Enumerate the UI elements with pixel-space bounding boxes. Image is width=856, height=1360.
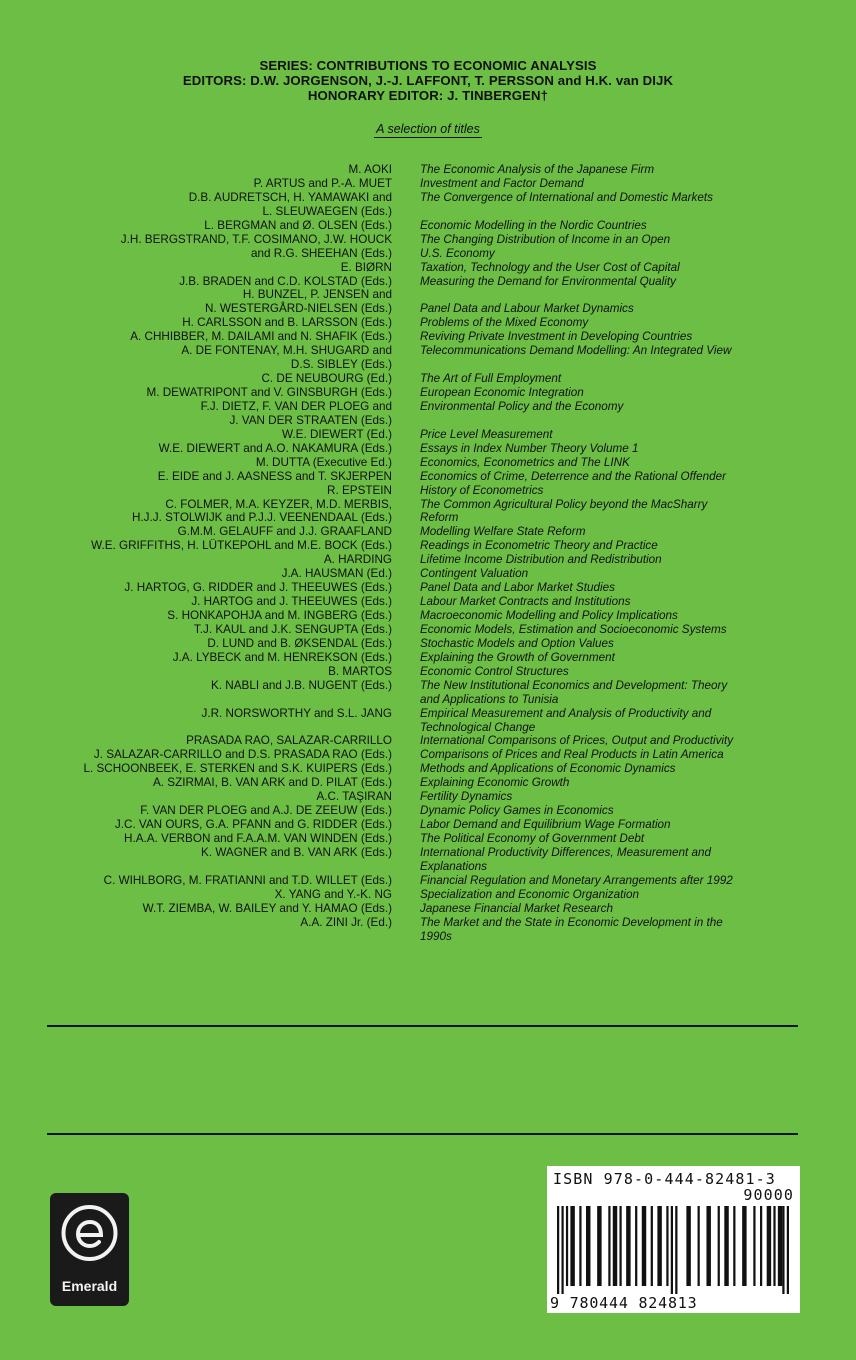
title-line: Measuring the Demand for Environmental Quality [420, 274, 676, 288]
barcode-bar [753, 1206, 755, 1286]
title-line: Specialization and Economic Organization [420, 887, 639, 901]
title-line: Reform [420, 511, 459, 525]
barcode-bar [570, 1206, 574, 1286]
author-line: E. BIØRN [340, 260, 392, 274]
author-line: A.C. TAŞIRAN [316, 790, 392, 804]
title-line: 1990s [420, 929, 452, 943]
title-name [420, 609, 678, 623]
author-line: A. DE FONTENAY, M.H. SHUGARD and [181, 344, 392, 358]
title-entry [0, 762, 856, 776]
title-line: History of Econometrics [420, 483, 544, 497]
title-line: Economic Models, Estimation and Socioeconomic Systems [420, 622, 727, 636]
title-line: The Changing Distribution of Income in an Open [420, 232, 671, 246]
title-authors [0, 902, 392, 916]
title-name [420, 233, 670, 261]
author-line: PRASADA RAO, SALAZAR-CARRILLO [186, 734, 392, 748]
author-line: B. MARTOS [328, 664, 392, 678]
title-line: Explaining Economic Growth [420, 776, 570, 790]
title-entry [0, 623, 856, 637]
author-line: C. FOLMER, M.A. KEYZER, M.D. MERBIS, [165, 497, 392, 511]
title-line [420, 288, 634, 302]
title-name [420, 456, 630, 470]
author-line [0, 721, 392, 735]
author-line: W.E. DIEWERT (Ed.) [282, 427, 392, 441]
barcode-bar [557, 1206, 559, 1294]
title-line: U.S. Economy [420, 246, 495, 260]
title-name [420, 734, 733, 748]
title-line: The Convergence of International and Domestic Markets [420, 190, 713, 204]
isbn-barcode [547, 1166, 800, 1313]
title-name [420, 762, 676, 776]
selection-label: A selection of titles [376, 122, 480, 136]
author-line: L. SLEUWAEGEN (Eds.) [262, 204, 392, 218]
title-name [420, 219, 647, 233]
title-name [420, 163, 654, 177]
author-line: X. YANG and Y.-K. NG [274, 887, 392, 901]
barcode-bar [586, 1206, 590, 1286]
title-authors [0, 595, 392, 609]
title-authors [0, 316, 392, 330]
title-line [420, 414, 623, 428]
title-entry [0, 498, 856, 526]
barcode-bar [566, 1206, 568, 1286]
title-authors [0, 748, 392, 762]
author-line: K. WAGNER and B. VAN ARK (Eds.) [201, 845, 392, 859]
author-line: D. LUND and B. ØKSENDAL (Eds.) [207, 636, 392, 650]
author-line: L. BERGMAN and Ø. OLSEN (Eds.) [204, 218, 392, 232]
title-name [420, 525, 585, 539]
title-name [420, 484, 543, 498]
title-entry [0, 553, 856, 567]
series-header [0, 58, 856, 103]
title-authors [0, 219, 392, 233]
barcode-bar [671, 1206, 673, 1294]
title-authors [0, 665, 392, 679]
author-line: E. EIDE and J. AASNESS and T. SKJERPEN [157, 469, 392, 483]
title-name [420, 442, 638, 456]
publisher-name: Emerald [61, 1278, 118, 1294]
title-line: Economic Modelling in the Nordic Countries [420, 218, 647, 232]
title-authors [0, 776, 392, 790]
title-name [420, 888, 639, 902]
title-name [420, 470, 726, 484]
barcode-bar [608, 1206, 610, 1286]
title-entry [0, 846, 856, 874]
author-line: J. HARTOG, G. RIDDER and J. THEEUWES (Eds.) [124, 581, 392, 595]
author-line: M. DEWATRIPONT and V. GINSBURGH (Eds.) [146, 386, 392, 399]
isbn-label: ISBN 978-0-444-82481-3 [553, 1170, 776, 1188]
title-name [420, 790, 512, 804]
title-authors [0, 261, 392, 275]
series-title: SERIES: CONTRIBUTIONS TO ECONOMIC ANALYSIS [259, 58, 597, 73]
title-name [420, 316, 588, 330]
title-line: Dynamic Policy Games in Economics [420, 804, 614, 818]
title-authors [0, 525, 392, 539]
title-name [420, 832, 644, 846]
title-name [420, 846, 711, 874]
title-entry [0, 330, 856, 344]
title-line: European Economic Integration [420, 386, 584, 399]
title-name [420, 874, 733, 888]
title-entry [0, 790, 856, 804]
author-line: H.J.J. STOLWIJK and P.J.J. VEENENDAAL (Eds.) [131, 511, 392, 525]
title-authors [0, 442, 392, 456]
title-entry [0, 344, 856, 372]
title-authors [0, 916, 392, 944]
author-line: F.J. DIETZ, F. VAN DER PLOEG and [200, 399, 392, 413]
title-entry [0, 539, 856, 553]
author-line: J. HARTOG and J. THEEUWES (Eds.) [191, 595, 392, 609]
barcode-bar [635, 1206, 637, 1286]
title-name [420, 372, 561, 386]
title-entry [0, 707, 856, 735]
title-name [420, 553, 662, 567]
title-entry [0, 637, 856, 651]
title-authors [0, 539, 392, 553]
barcode-bar [626, 1206, 630, 1286]
author-line: A. HARDING [323, 553, 392, 567]
author-line: W.T. ZIEMBA, W. BAILEY and Y. HAMAO (Eds.) [142, 901, 392, 915]
title-line [420, 358, 731, 372]
author-line: C. DE NEUBOURG (Ed.) [261, 372, 392, 386]
author-line: J. SALAZAR-CARRILLO and D.S. PRASADA RAO (Eds.) [93, 748, 392, 762]
title-name [420, 651, 615, 665]
title-entry [0, 832, 856, 846]
author-line: A. SZIRMAI, B. VAN ARK and D. PILAT (Eds.) [152, 776, 392, 790]
title-line: Modelling Welfare State Reform [420, 525, 586, 539]
title-line: Japanese Financial Market Research [420, 901, 613, 915]
author-line: D.B. AUDRETSCH, H. YAMAWAKI and [188, 190, 392, 204]
title-entry [0, 804, 856, 818]
title-entry [0, 567, 856, 581]
title-line [420, 205, 713, 219]
price-addon: 90000 [743, 1186, 794, 1204]
title-authors [0, 567, 392, 581]
title-entry [0, 776, 856, 790]
title-name [420, 581, 615, 595]
author-line: F. VAN DER PLOEG and A.J. DE ZEEUW (Eds.) [140, 804, 392, 818]
author-line: J.C. VAN OURS, G.A. PFANN and G. RIDDER (Eds.) [114, 818, 392, 832]
title-line: The Economic Analysis of the Japanese Firm [420, 163, 655, 176]
barcode-bar [657, 1206, 661, 1286]
title-line: Panel Data and Labour Market Dynamics [420, 302, 634, 316]
title-name [420, 707, 711, 735]
title-authors [0, 275, 392, 289]
author-line: L. SCHOONBEEK, E. STERKEN and S.K. KUIPERS (Eds.) [83, 762, 392, 776]
author-line: K. NABLI and J.B. NUGENT (Eds.) [211, 678, 392, 692]
title-name [420, 288, 634, 316]
author-line: A.A. ZINI Jr. (Ed.) [300, 915, 392, 929]
title-entry [0, 372, 856, 386]
title-authors [0, 637, 392, 651]
title-name [420, 191, 713, 219]
title-authors [0, 163, 392, 177]
title-entry [0, 177, 856, 191]
title-authors [0, 790, 392, 804]
title-entry [0, 428, 856, 442]
title-entry [0, 484, 856, 498]
title-authors [0, 372, 392, 386]
title-name [420, 275, 676, 289]
title-authors [0, 344, 392, 372]
title-entry [0, 679, 856, 707]
barcode-bar [651, 1206, 653, 1286]
title-authors [0, 484, 392, 498]
title-line: Investment and Factor Demand [420, 176, 584, 190]
title-authors [0, 191, 392, 219]
emerald-e-logo-icon [59, 1201, 120, 1265]
title-name [420, 177, 584, 191]
title-line: The Art of Full Employment [420, 372, 562, 386]
author-line: S. HONKAPOHJA and M. INGBERG (Eds.) [167, 609, 392, 622]
author-line: M. DUTTA (Executive Ed.) [255, 455, 392, 469]
author-line [0, 693, 392, 707]
title-authors [0, 233, 392, 261]
title-authors [0, 428, 392, 442]
author-line: A. CHHIBBER, M. DAILAMI and N. SHAFIK (Eds.) [130, 330, 392, 344]
barcode-bar [706, 1206, 710, 1286]
title-name [420, 679, 727, 707]
title-line: and Applications to Tunisia [420, 692, 559, 706]
title-name [420, 804, 614, 818]
barcode-bar [767, 1206, 771, 1286]
title-name [420, 400, 623, 428]
title-line: Stochastic Models and Option Values [420, 636, 614, 650]
title-authors [0, 804, 392, 818]
title-name [420, 776, 569, 790]
title-name [420, 916, 723, 944]
title-line: Essays in Index Number Theory Volume 1 [420, 441, 639, 455]
title-line: Reviving Private Investment in Developing Countries [420, 330, 693, 344]
title-name [420, 665, 569, 679]
title-authors [0, 818, 392, 832]
title-line: Readings in Econometric Theory and Practice [420, 539, 658, 553]
title-name [420, 428, 553, 442]
title-entry [0, 442, 856, 456]
title-authors [0, 288, 392, 316]
barcode-bar [597, 1206, 601, 1286]
author-line: J.H. BERGSTRAND, T.F. COSIMANO, J.W. HOUCK [120, 232, 392, 246]
author-line: H. CARLSSON and B. LARSSON (Eds.) [182, 316, 392, 330]
title-line: Contingent Valuation [420, 567, 529, 581]
title-entry [0, 651, 856, 665]
barcode-bar [642, 1206, 646, 1286]
title-entry [0, 288, 856, 316]
title-authors [0, 456, 392, 470]
title-line: International Comparisons of Prices, Output and Productivity [420, 734, 734, 748]
title-authors [0, 762, 392, 776]
title-line: Empirical Measurement and Analysis of Productivity and [420, 706, 712, 720]
author-line: J.A. LYBECK and M. HENREKSON (Eds.) [172, 650, 392, 664]
title-entry [0, 818, 856, 832]
author-line [0, 930, 392, 944]
author-line: J.A. HAUSMAN (Ed.) [281, 567, 392, 581]
horizontal-rule-bottom [47, 1133, 798, 1135]
barcode-bar [760, 1206, 762, 1286]
title-entry [0, 888, 856, 902]
title-name [420, 261, 680, 275]
title-line: International Productivity Differences, Measurement and [420, 845, 712, 859]
barcode-bar [698, 1206, 700, 1286]
barcode-bar [778, 1206, 782, 1286]
title-name [420, 623, 727, 637]
title-entry [0, 916, 856, 944]
title-name [420, 637, 614, 651]
title-entry [0, 386, 856, 400]
title-line: Fertility Dynamics [420, 790, 513, 804]
title-line: Methods and Applications of Economic Dynamics [420, 762, 676, 776]
title-authors [0, 888, 392, 902]
title-entry [0, 470, 856, 484]
title-entry [0, 163, 856, 177]
title-line: Financial Regulation and Monetary Arrangements after 1992 [420, 873, 733, 887]
author-line [0, 860, 392, 874]
title-name [420, 595, 630, 609]
barcode-bar [613, 1206, 617, 1286]
author-line: H.A.A. VERBON and F.A.A.M. VAN WINDEN (Eds.) [124, 832, 392, 845]
author-line: J.R. NORSWORTHY and S.L. JANG [201, 706, 392, 720]
title-name [420, 567, 528, 581]
barcode-digits: 9 780444 824813 [550, 1294, 701, 1312]
title-entry [0, 902, 856, 916]
title-line: Economics, Econometrics and The LINK [420, 455, 630, 469]
barcode-bar [675, 1206, 677, 1294]
title-authors [0, 400, 392, 428]
author-line: G.M.M. GELAUFF and J.J. GRAAFLAND [177, 525, 392, 539]
author-line: T.J. KAUL and J.K. SENGUPTA (Eds.) [193, 622, 392, 636]
title-line: Explaining the Growth of Government [420, 650, 615, 664]
title-entry [0, 261, 856, 275]
title-line: Labor Demand and Equilibrium Wage Formation [420, 818, 671, 832]
barcode-bar [666, 1206, 668, 1286]
title-entry [0, 874, 856, 888]
barcode-bar [686, 1206, 690, 1286]
title-name [420, 818, 671, 832]
title-line: Environmental Policy and the Economy [420, 399, 624, 413]
title-line: Comparisons of Prices and Real Products in Latin America [420, 748, 724, 762]
title-line: Labour Market Contracts and Institutions [420, 595, 631, 609]
title-name [420, 386, 584, 400]
title-authors [0, 623, 392, 637]
title-authors [0, 832, 392, 846]
title-authors [0, 581, 392, 595]
author-line: N. WESTERGÅRD-NIELSEN (Eds.) [204, 302, 392, 316]
barcode-bar [724, 1206, 728, 1286]
barcode-bar [619, 1206, 621, 1286]
publisher-logo [50, 1193, 129, 1306]
author-line: P. ARTUS and P.-A. MUET [253, 176, 392, 190]
barcode-bar [782, 1206, 784, 1294]
title-line: Lifetime Income Distribution and Redistribution [420, 553, 662, 567]
author-line: J. VAN DER STRAATEN (Eds.) [229, 413, 392, 427]
title-line: Problems of the Mixed Economy [420, 316, 589, 330]
author-line: R. EPSTEIN [327, 483, 392, 497]
title-name [420, 498, 707, 526]
title-name [420, 330, 692, 344]
title-line: Economic Control Structures [420, 664, 569, 678]
series-editors: EDITORS: D.W. JORGENSON, J.-J. LAFFONT, T. PERSSON and H.K. van DIJK [182, 73, 674, 88]
horizontal-rule-top [47, 1025, 798, 1027]
barcode-bar [733, 1206, 735, 1286]
author-line: W.E. GRIFFITHS, H. LÜTKEPOHL and M.E. BOCK (Eds.) [91, 539, 392, 553]
author-line: and R.G. SHEEHAN (Eds.) [251, 246, 392, 260]
honorary-editor: HONORARY EDITOR: J. TINBERGEN† [307, 88, 549, 103]
barcode-bar [579, 1206, 581, 1286]
title-authors [0, 874, 392, 888]
title-authors [0, 498, 392, 526]
title-line: The New Institutional Economics and Development: Theory [420, 678, 728, 692]
title-authors [0, 734, 392, 748]
title-entry [0, 456, 856, 470]
selection-heading [0, 120, 856, 138]
author-line: W.E. DIEWERT and A.O. NAKAMURA (Eds.) [158, 441, 392, 455]
barcode-bars [553, 1206, 794, 1294]
title-entry [0, 316, 856, 330]
title-entry [0, 665, 856, 679]
title-line: Telecommunications Demand Modelling: An Integrated View [420, 344, 732, 358]
title-authors [0, 553, 392, 567]
title-authors [0, 707, 392, 735]
titles-list [0, 163, 856, 944]
barcode-bar [561, 1206, 563, 1294]
title-line: Panel Data and Labor Market Studies [420, 581, 615, 595]
author-line: M. AOKI [348, 163, 392, 176]
title-authors [0, 330, 392, 344]
title-entry [0, 748, 856, 762]
title-entry [0, 219, 856, 233]
title-authors [0, 386, 392, 400]
barcode-bar [718, 1206, 720, 1286]
title-line: The Common Agricultural Policy beyond the MacSharry [420, 497, 708, 511]
title-line: The Political Economy of Government Debt [420, 832, 645, 845]
author-line: C. WIHLBORG, M. FRATIANNI and T.D. WILLET (Eds.) [103, 873, 392, 887]
title-line: Macroeconomic Modelling and Policy Implications [420, 609, 678, 622]
title-authors [0, 177, 392, 191]
title-line: Economics of Crime, Deterrence and the Rational Offender [420, 469, 726, 483]
title-entry [0, 525, 856, 539]
author-line: J.B. BRADEN and C.D. KOLSTAD (Eds.) [179, 274, 392, 288]
title-line: The Market and the State in Economic Development in the [420, 915, 723, 929]
title-name [420, 539, 658, 553]
title-authors [0, 651, 392, 665]
title-authors [0, 470, 392, 484]
title-entry [0, 275, 856, 289]
title-line: Taxation, Technology and the User Cost of Capital [420, 260, 680, 274]
title-entry [0, 191, 856, 219]
title-name [420, 344, 731, 372]
title-line: Price Level Measurement [420, 427, 553, 441]
title-entry [0, 609, 856, 623]
barcode-bar [742, 1206, 746, 1286]
title-entry [0, 233, 856, 261]
title-entry [0, 734, 856, 748]
title-name [420, 902, 613, 916]
barcode-bar [787, 1206, 789, 1294]
title-line: Explanations [420, 859, 487, 873]
title-authors [0, 609, 392, 623]
title-authors [0, 846, 392, 874]
author-line: D.S. SIBLEY (Eds.) [290, 358, 392, 372]
barcode-bar [773, 1206, 775, 1286]
title-authors [0, 679, 392, 707]
title-entry [0, 400, 856, 428]
author-line: H. BUNZEL, P. JENSEN and [242, 288, 392, 302]
title-entry [0, 581, 856, 595]
title-name [420, 748, 724, 762]
title-line: Technological Change [420, 720, 536, 734]
title-entry [0, 595, 856, 609]
